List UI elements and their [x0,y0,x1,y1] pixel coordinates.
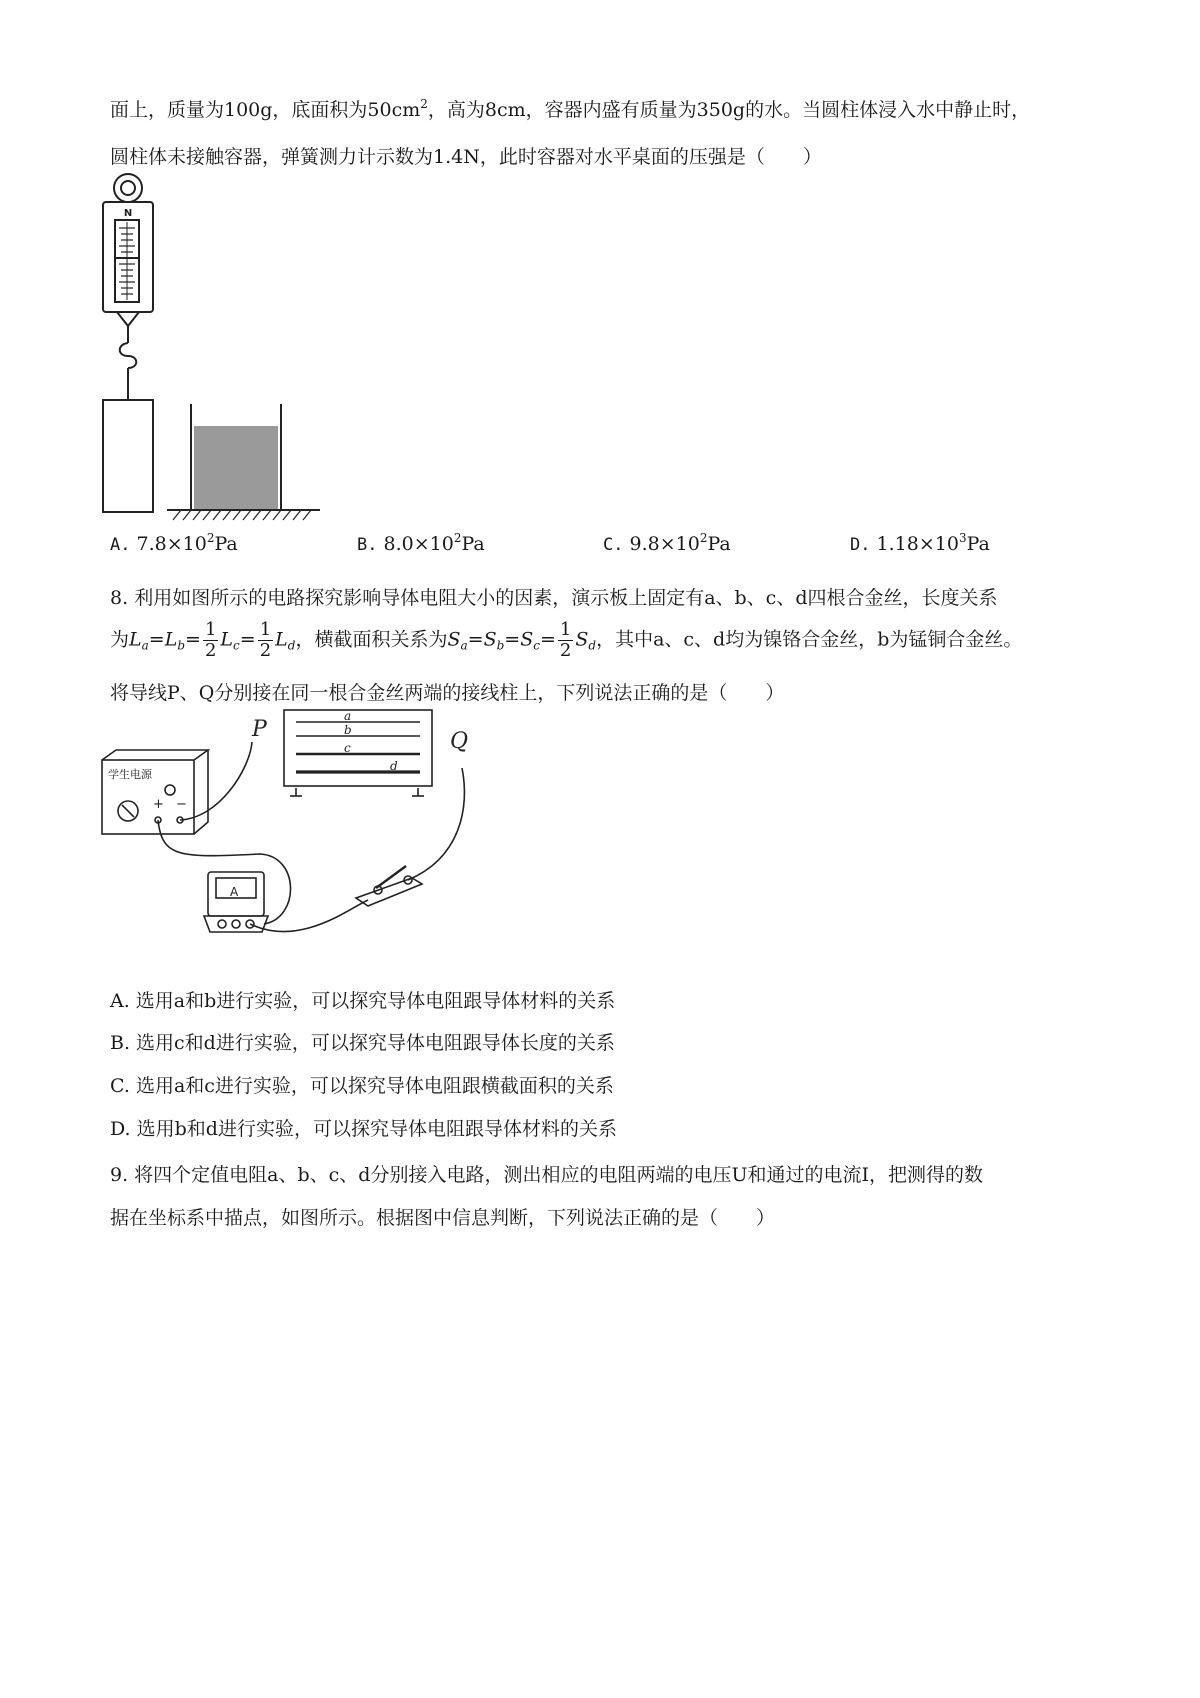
scale-ring [114,174,142,202]
label-wire-a: a [344,709,352,723]
q9-line-1: 9. 将四个定值电阻a、b、c、d分别接入电路，测出相应的电阻两端的电压U和通过的电流I，把测得的数 [110,1164,983,1186]
q8-line-3: 将导线P、Q分别接在同一根合金丝两端的接线柱上，下列说法正确的是（ ） [110,682,785,704]
q8-circuit-figure [100,708,520,958]
fraction-one-half: $\frac{1}{2}$ [259,619,272,661]
q8-line-1: 8. 利用如图所示的电路探究影响导体电阻大小的因素，演示板上固定有a、b、c、d四根合金丝，长度关系 [110,587,998,609]
svg-text:A: A [230,885,239,899]
q8-line-2: 为$L_a=L_b=$ $\frac{1}{2}$ $L_c=$ $\frac{1}{2}$ $L_d$，横截面积关系为$S_a=S_b=S_c=$ $\frac{1}{2}$ $S_d$，其中a、c、d均为镍铬合金丝，b为锰铜合金丝。 [110,619,1023,661]
q7-option-d: D. $1.18\times 10^3Pa$ [850,531,990,555]
label-wire-b: b [344,723,352,737]
scale-unit-label: N [123,208,133,219]
water [194,426,278,510]
q7-option-c: C. $9.8\times 10^2Pa$ [603,531,731,555]
q9-line-2: 据在坐标系中描点，如图所示。根据图中信息判断，下列说法正确的是（ ） [110,1207,776,1229]
svg-text:+: + [153,797,164,812]
cylinder [103,400,153,512]
q7-option-a: A. $7.8\times 10^2Pa$ [110,531,238,555]
label-q: Q [450,729,469,754]
q8-option-b: B. 选用c和d进行实验，可以探究导体电阻跟导体长度的关系 [110,1032,615,1054]
svg-text:−: − [176,797,187,812]
q8-option-d: D. 选用b和d进行实验，可以探究导体电阻跟导体材料的关系 [110,1118,617,1140]
power-supply-label: 学生电源 [108,768,152,781]
fraction-one-half: $\frac{1}{2}$ [204,619,217,661]
q8-option-a: A. 选用a和b进行实验，可以探究导体电阻跟导体材料的关系 [110,990,616,1012]
q7-line-2: 圆柱体未接触容器，弹簧测力计示数为1.4N，此时容器对水平桌面的压强是（ ） [110,146,822,168]
label-p: P [252,717,267,742]
q7-line-1: 面上，质量为100g，底面积为$50cm^2$，高为8cm，容器内盛有质量为350g的水。当圆柱体浸入水中静止时， [110,97,1031,121]
q7-figure [95,168,325,523]
q8-option-c: C. 选用a和c进行实验，可以探究导体电阻跟横截面积的关系 [110,1075,614,1097]
label-wire-d: d [390,759,398,773]
label-wire-c: c [344,741,351,755]
scale-hook [120,343,137,368]
fraction-one-half: $\frac{1}{2}$ [559,619,572,661]
q7-option-b: B. $8.0\times 10^2Pa$ [357,531,485,555]
